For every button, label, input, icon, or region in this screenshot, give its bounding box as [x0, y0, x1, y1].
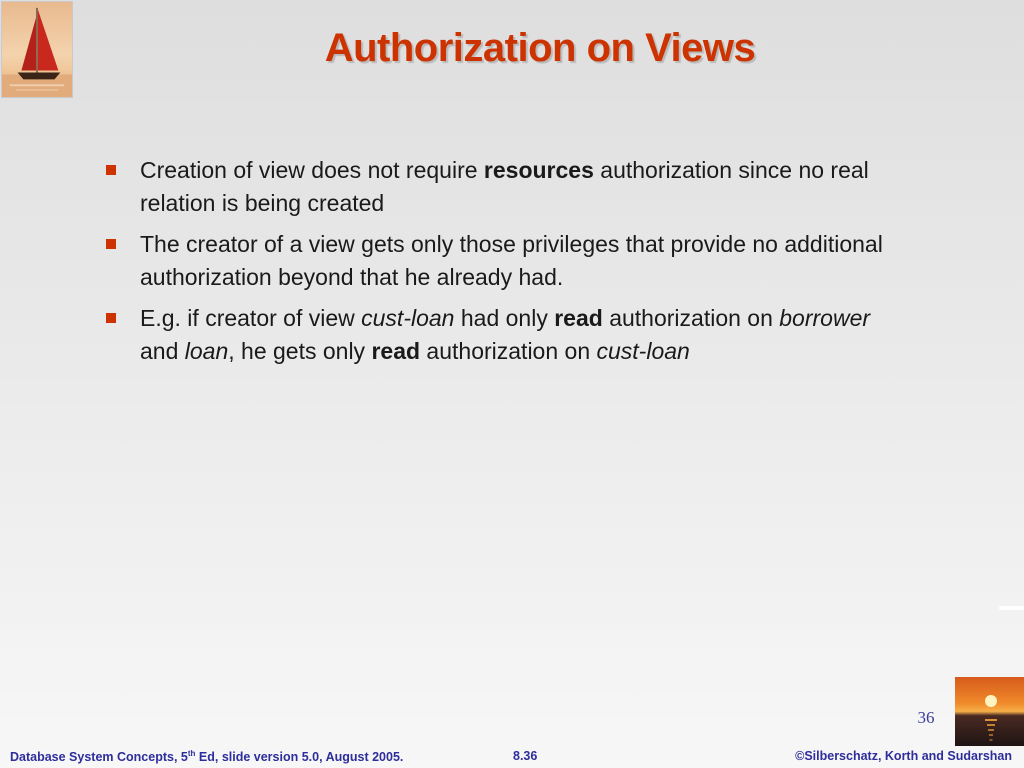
bullet-text: , he gets only [228, 338, 372, 364]
page-number: 36 [917, 708, 935, 727]
footer-right: ©Silberschatz, Korth and Sudarshan [795, 749, 1012, 763]
bullet-text: had only [454, 305, 555, 331]
bullet-text: authorization on [602, 305, 780, 331]
bullet-bold-text: resources [483, 157, 594, 183]
bullet-bold-text: read [371, 338, 421, 364]
slide-footer [0, 746, 1024, 768]
bullet-italic-text: cust-loan [361, 305, 455, 331]
square-bullet-icon [106, 313, 116, 323]
bullet-italic-text: cust-loan [596, 338, 690, 364]
bullet-item [100, 154, 900, 220]
bullet-italic-text: loan [184, 338, 229, 364]
edge-decoration [999, 606, 1024, 610]
square-bullet-icon [106, 165, 116, 175]
footer-left-sup: th [187, 749, 196, 758]
bullet-text: The creator of a view gets only those privileges that provide no additional authorization beyond that he already had. [140, 231, 883, 290]
footer-left [10, 749, 403, 764]
bullet-italic-text: borrower [779, 305, 871, 331]
footer-left-pre: Database System Concepts, 5 [10, 750, 188, 765]
slide-title: Authorization on Views [324, 26, 756, 70]
bullet-text: Creation of view does not require [140, 157, 484, 183]
bullet-item [100, 302, 900, 368]
bullet-bold-text: read [554, 305, 603, 331]
sunset-logo-icon [955, 677, 1024, 746]
footer-left-post: Ed, slide version 5.0, August 2005. [195, 750, 404, 765]
footer-center: 8.36 [513, 749, 538, 763]
bullet-item [100, 228, 900, 294]
square-bullet-icon [106, 239, 116, 249]
bullet-text: authorization on [420, 338, 597, 364]
sailboat-logo-icon [1, 1, 73, 98]
bullet-text: E.g. if creator of view [140, 305, 362, 331]
bullet-list [100, 154, 900, 376]
bullet-text: and [140, 338, 185, 364]
bullet-text: authorization since no real relation is being created [140, 157, 869, 216]
